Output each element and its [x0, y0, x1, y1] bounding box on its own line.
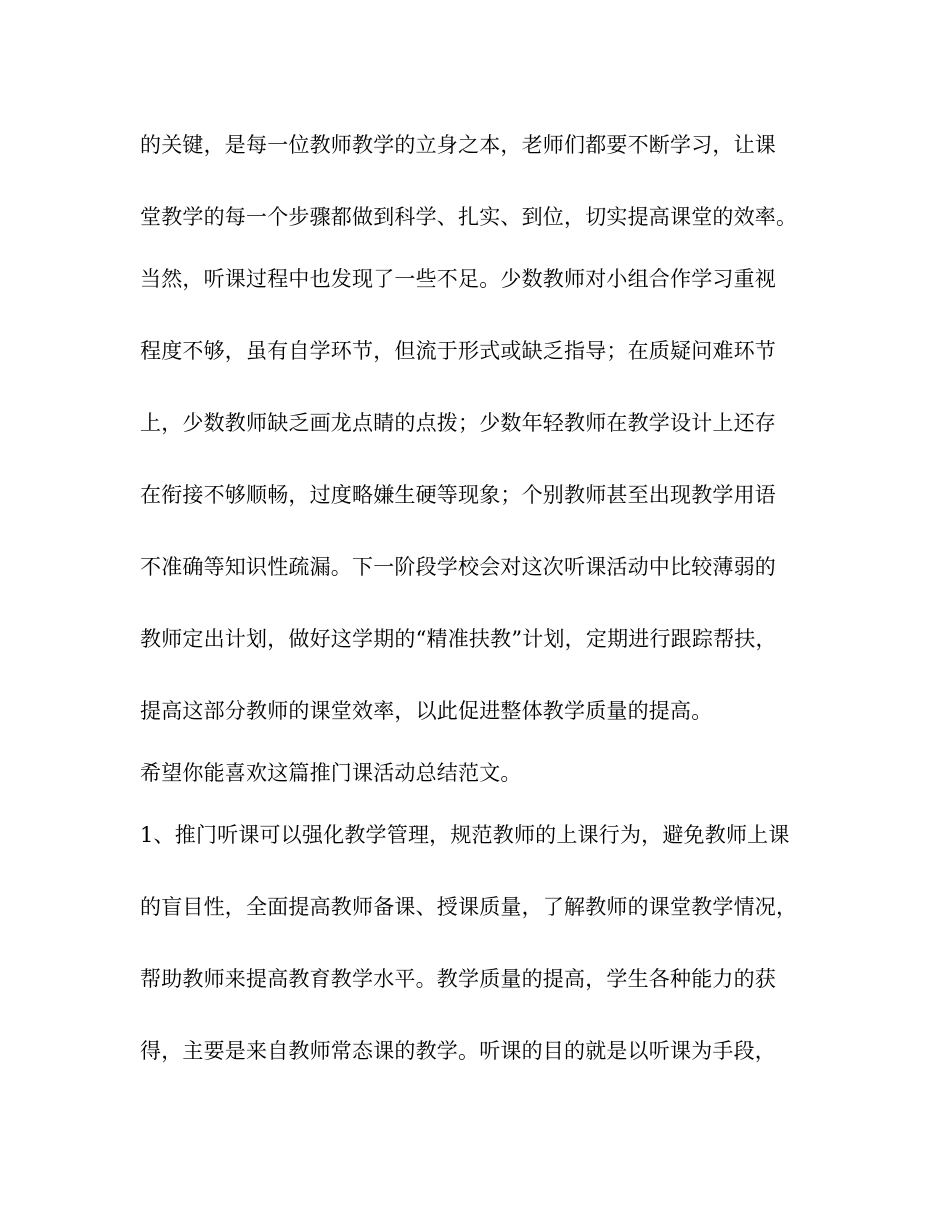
text-line: 上，少数教师缺乏画龙点睛的点拨；少数年轻教师在教学设计上还存 [140, 411, 776, 435]
text-line: 1、推门听课可以强化教学管理，规范教师的上课行为，避免教师上课 [140, 823, 790, 847]
text-line: 当然，听课过程中也发现了一些不足。少数教师对小组合作学习重视 [140, 267, 776, 291]
text-line: 的盲目性，全面提高教师备课、授课质量，了解教师的课堂教学情况， [140, 895, 798, 919]
text-line: 堂教学的每一个步骤都做到科学、扎实、到位，切实提高课堂的效率。 [140, 205, 798, 229]
text-line: 不准确等知识性疏漏。下一阶段学校会对这次听课活动中比较薄弱的 [140, 555, 776, 579]
text-line: 希望你能喜欢这篇推门课活动总结范文。 [140, 761, 522, 785]
text-line: 得，主要是来自教师常态课的教学。听课的目的就是以听课为手段， [140, 1039, 776, 1063]
text-line: 在衔接不够顺畅，过度略嫌生硬等现象；个别教师甚至出现教学用语 [140, 483, 776, 507]
text-line: 帮助教师来提高教育教学水平。教学质量的提高，学生各种能力的获 [140, 967, 776, 991]
text-line: 教师定出计划，做好这学期的“精准扶教”计划，定期进行跟踪帮扶， [140, 627, 777, 651]
text-line: 提高这部分教师的课堂效率，以此促进整体教学质量的提高。 [140, 699, 713, 723]
text-line: 程度不够，虽有自学环节，但流于形式或缺乏指导；在质疑问难环节 [140, 339, 776, 363]
text-line: 的关键，是每一位教师教学的立身之本，老师们都要不断学习，让课 [140, 133, 776, 157]
